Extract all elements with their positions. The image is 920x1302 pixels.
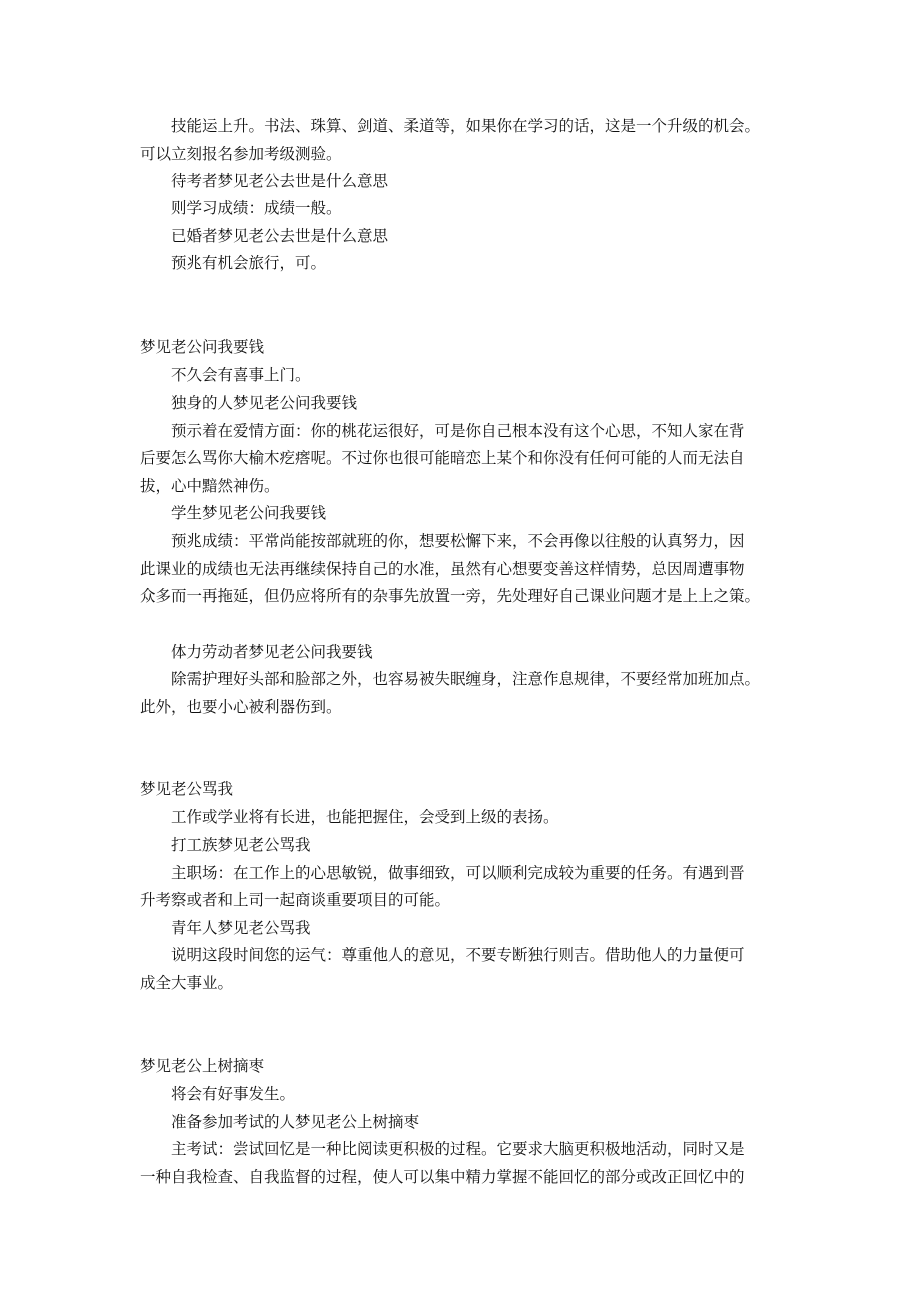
paragraph-line: 预示着在爱情方面：你的桃花运很好，可是你自己根本没有这个心思，不知人家在背: [171, 422, 745, 440]
paragraph-line: 主考试：尝试回忆是一种比阅读更积极的过程。它要求大脑更积极地活动，同时又是: [171, 1140, 745, 1158]
paragraph-line: 此课业的成绩也无法再继续保持自己的水准，虽然有心想要变善这样情势，总因周遭事物: [140, 560, 745, 578]
paragraph-line: 将会有好事发生。: [171, 1085, 296, 1103]
paragraph-line: 说明这段时间您的运气：尊重他人的意见，不要专断独行则吉。借助他人的力量便可: [171, 946, 745, 964]
paragraph-line: 可以立刻报名参加考级测验。: [140, 145, 342, 163]
paragraph-line: 学生梦见老公问我要钱: [171, 504, 327, 522]
section-heading: 梦见老公问我要钱: [140, 338, 265, 356]
paragraph-line: 成全大事业。: [140, 974, 234, 992]
paragraph-line: 准备参加考试的人梦见老公上树摘枣: [171, 1113, 420, 1131]
paragraph-line: 青年人梦见老公骂我: [171, 919, 311, 937]
paragraph-line: 除需护理好头部和脸部之外，也容易被失眠缠身，注意作息规律，不要经常加班加点。: [171, 670, 761, 688]
paragraph-line: 则学习成绩：成绩一般。: [171, 199, 342, 217]
paragraph-line: 预兆成绩：平常尚能按部就班的你，想要松懈下来，不会再像以往般的认真努力，因: [171, 532, 745, 550]
section-heading: 梦见老公上树摘枣: [140, 1057, 265, 1075]
paragraph-line: 此外，也要小心被利器伤到。: [140, 698, 342, 716]
paragraph-line: 预兆有机会旅行，可。: [171, 254, 327, 272]
paragraph-line: 工作或学业将有长进，也能把握住，会受到上级的表扬。: [171, 808, 559, 826]
paragraph-line: 已婚者梦见老公去世是什么意思: [171, 227, 389, 245]
section-heading: 梦见老公骂我: [140, 780, 234, 798]
paragraph-line: 升考察或者和上司一起商谈重要项目的可能。: [140, 891, 451, 909]
paragraph-line: 众多而一再拖延，但仍应将所有的杂事先放置一旁，先处理好自己课业问题才是上上之策。: [140, 587, 761, 605]
paragraph-line: 后要怎么骂你大榆木疙瘩呢。不过你也很可能暗恋上某个和你没有任何可能的人而无法自: [140, 449, 745, 467]
paragraph-line: 独身的人梦见老公问我要钱: [171, 394, 358, 412]
paragraph-line: 主职场：在工作上的心思敏锐，做事细致，可以顺利完成较为重要的任务。有遇到晋: [171, 864, 745, 882]
paragraph-line: 体力劳动者梦见老公问我要钱: [171, 643, 373, 661]
paragraph-line: 打工族梦见老公骂我: [171, 836, 311, 854]
paragraph-line: 待考者梦见老公去世是什么意思: [171, 172, 389, 190]
paragraph-line: 一种自我检查、自我监督的过程，使人可以集中精力掌握不能回忆的部分或改正回忆中的: [140, 1168, 745, 1186]
paragraph-line: 拔，心中黯然神伤。: [140, 477, 280, 495]
paragraph-line: 技能运上升。书法、珠算、剑道、柔道等，如果你在学习的话，这是一个升级的机会。: [171, 117, 761, 135]
paragraph-line: 不久会有喜事上门。: [171, 366, 311, 384]
